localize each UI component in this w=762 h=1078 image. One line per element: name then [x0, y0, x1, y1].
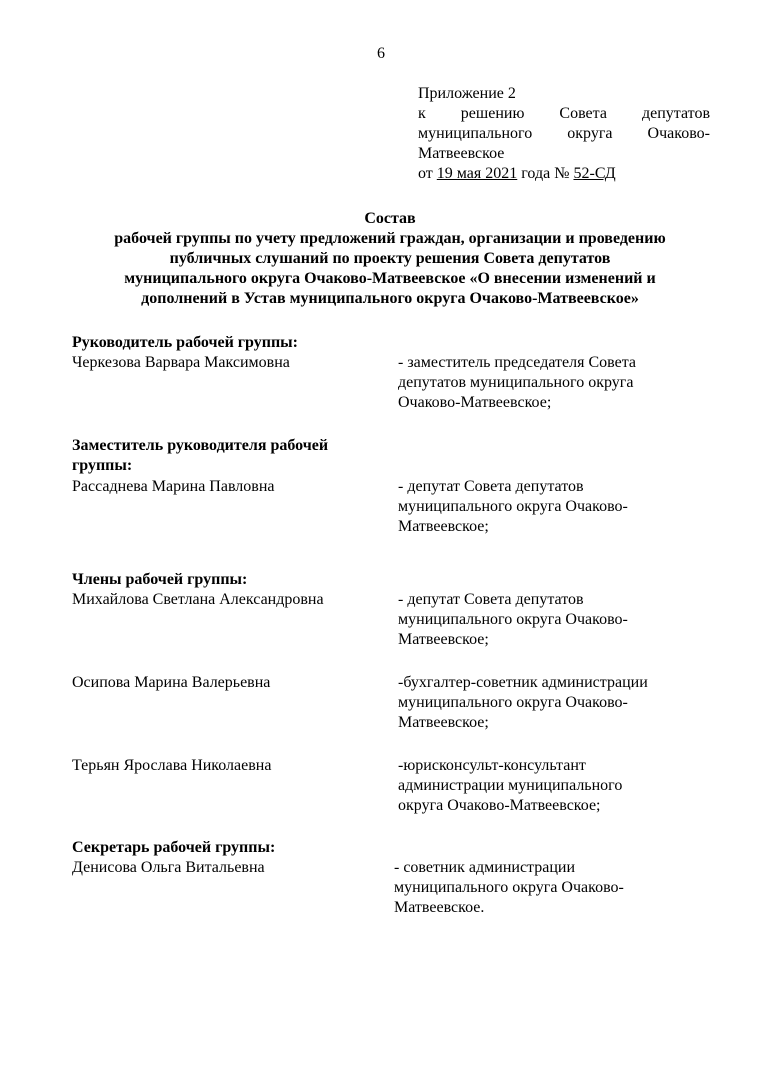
- desc-line: -бухгалтер-советник администрации: [398, 674, 648, 691]
- desc-line: - советник администрации: [394, 859, 576, 876]
- member-desc: [398, 673, 698, 733]
- title-line-1: рабочей группы по учету предложений граждан, организации и проведению: [114, 230, 666, 247]
- role-secretary: Секретарь рабочей группы:: [72, 839, 276, 856]
- member-name-secretary: Денисова Ольга Витальевна: [72, 859, 265, 876]
- member-desc-secretary: [394, 858, 694, 918]
- appendix-header: [418, 84, 710, 184]
- title-line-2: публичных слушаний по проекту решения Совета депутатов: [169, 250, 611, 267]
- member-name-deputy: Рассаднева Марина Павловна: [72, 478, 275, 495]
- member-desc-deputy: [398, 477, 698, 537]
- member-name-head: Черкезова Варвара Максимовна: [72, 354, 290, 371]
- desc-line: депутатов муниципального округа: [398, 374, 634, 391]
- title-heading: Состав: [364, 210, 416, 227]
- desc-line: муниципального округа Очаково-: [394, 879, 624, 896]
- desc-line: Матвеевское;: [398, 631, 489, 648]
- desc-line: Очаково-Матвеевское;: [398, 394, 552, 411]
- date-prefix: от: [418, 165, 433, 182]
- role-members: Члены рабочей группы:: [72, 571, 248, 588]
- desc-line: -юрисконсульт-консультант: [398, 757, 586, 774]
- document-title: [40, 209, 740, 309]
- member-desc-head: [398, 353, 698, 413]
- role-deputy-line-1: Заместитель руководителя рабочей: [72, 437, 329, 454]
- year-number-word: года №: [521, 165, 570, 182]
- appendix-date-line: [418, 164, 710, 184]
- desc-line: округа Очаково-Матвеевское;: [398, 797, 601, 814]
- role-head: Руководитель рабочей группы:: [72, 334, 298, 351]
- desc-line: муниципального округа Очаково-: [398, 498, 628, 515]
- desc-line: - заместитель председателя Совета: [398, 354, 636, 371]
- member-desc: [398, 756, 698, 816]
- member-name: Михайлова Светлана Александровна: [72, 591, 324, 608]
- title-line-3: муниципального округа Очаково-Матвеевское «О внесении изменений и: [124, 270, 656, 287]
- member-name: Терьян Ярослава Николаевна: [72, 757, 272, 774]
- desc-line: - депутат Совета депутатов: [398, 591, 584, 608]
- member-desc: [398, 590, 698, 650]
- role-deputy: [72, 436, 392, 476]
- title-line-4: дополнений в Устав муниципального округа Очаково-Матвеевское»: [141, 290, 639, 307]
- appendix-district-line: муниципального округа Очаково-: [418, 125, 710, 142]
- desc-line: муниципального округа Очаково-: [398, 694, 628, 711]
- decision-date: 19 мая 2021: [436, 165, 518, 182]
- decision-number: 52-СД: [573, 165, 616, 182]
- member-name: Осипова Марина Валерьевна: [72, 674, 271, 691]
- appendix-title: Приложение 2: [418, 85, 516, 102]
- desc-line: Матвеевское.: [394, 899, 485, 916]
- desc-line: администрации муниципального: [398, 777, 623, 794]
- desc-line: Матвеевское;: [398, 714, 489, 731]
- appendix-district-end: Матвеевское: [418, 145, 505, 162]
- page-number: 6: [377, 45, 385, 62]
- appendix-decision-line: к решению Совета депутатов: [418, 105, 710, 122]
- desc-line: - депутат Совета депутатов: [398, 478, 584, 495]
- desc-line: Матвеевское;: [398, 518, 489, 535]
- desc-line: муниципального округа Очаково-: [398, 611, 628, 628]
- role-deputy-line-2: группы:: [72, 457, 133, 474]
